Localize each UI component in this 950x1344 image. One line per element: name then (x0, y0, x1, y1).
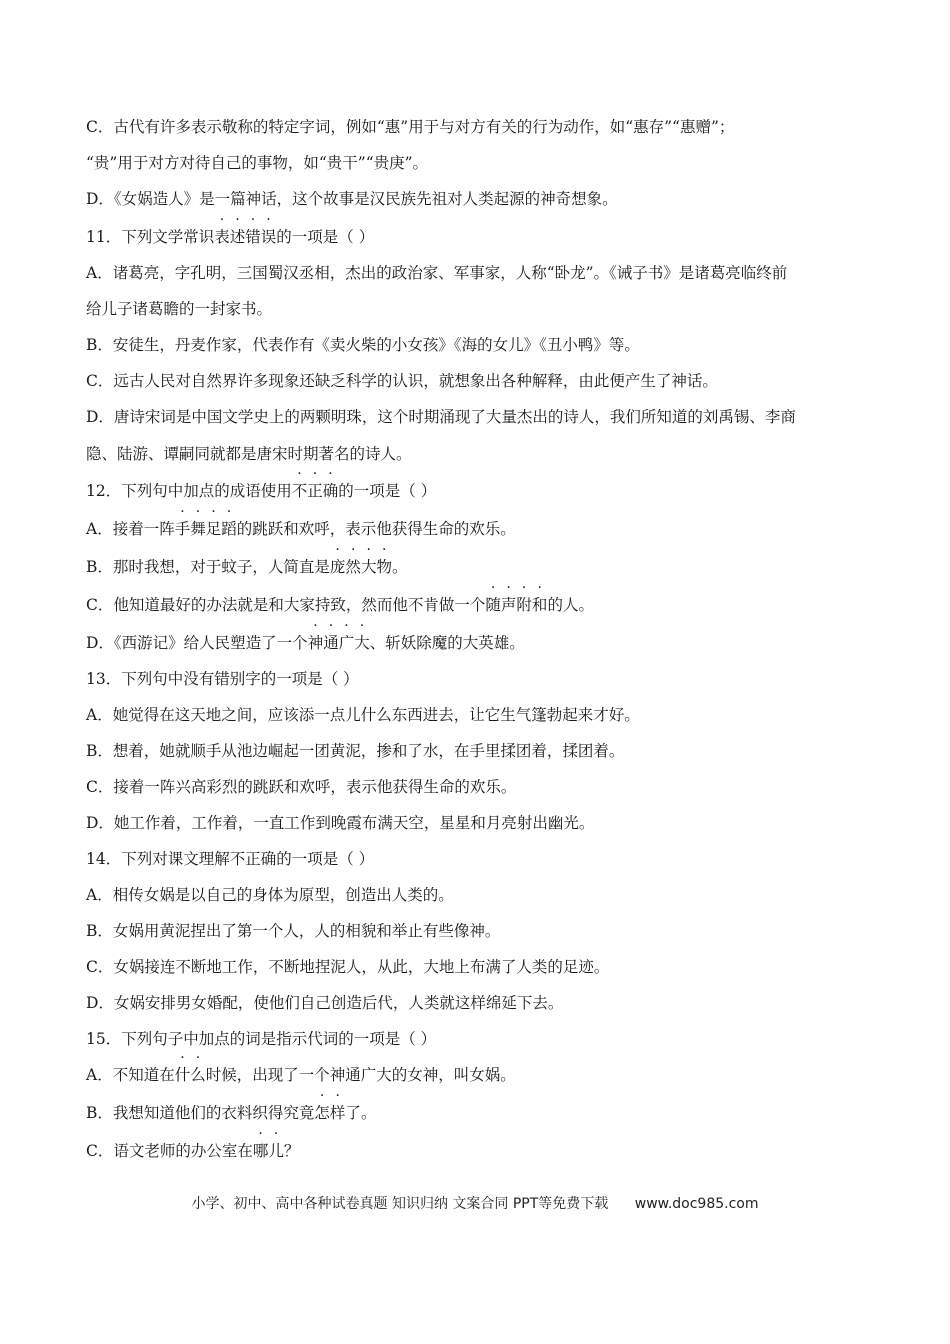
text-line (86, 298, 272, 320)
line-text: 13．下列句中没有错别字的一项是（ ） (86, 670, 359, 688)
text-line (86, 920, 500, 942)
line-text: 的跳跃和欢呼，表示他获得生命的欢乐。 (236, 520, 516, 538)
line-text: 了。 (345, 1104, 377, 1122)
text-line (86, 188, 618, 210)
text-line (86, 226, 374, 248)
page-footer (0, 1193, 950, 1213)
line-text: C．古代有许多表示敬称的特定字词，例如“惠”用于与对方有关的行为动作，如“惠存”“惠赠”； (86, 118, 735, 136)
line-text: 15．下列句子中加点的词是指示代词的一项是（ ） (86, 1030, 437, 1048)
emphasis-dotted-text: 不正确 (291, 482, 339, 500)
text-line (86, 594, 594, 616)
line-text: 。 (391, 558, 408, 576)
text-line (86, 556, 407, 578)
line-text: A．她觉得在这天地之间，应该添一点儿什么东西进去，让它生气篷勃起来才好。 (86, 706, 640, 724)
text-line (86, 480, 436, 502)
text-line (86, 704, 640, 726)
emphasis-dotted-text: 随声附和 (485, 596, 548, 614)
line-text: C．他知道最好的办法就是和大家持致，然而他不肯做一个 (86, 596, 486, 614)
line-text: 时候，出现了一个神通广大的女神，叫女娲。 (205, 1066, 516, 1084)
text-line (86, 776, 516, 798)
footer-url-link[interactable]: www.doc985.com (634, 1196, 759, 1212)
line-text: A．相传女娲是以自己的身体为原型，创造出人类的。 (86, 886, 454, 904)
line-text: B．安徒生，丹麦作家，代表作有《卖火柴的小女孩》《海的女儿》《丑小鸭》等。 (86, 336, 640, 354)
text-line (86, 370, 718, 392)
line-text: 12．下列句中加点的成语使用 (86, 482, 292, 500)
emphasis-dotted-text: 怎样 (314, 1104, 346, 1122)
line-text: A．不知道在 (86, 1066, 175, 1084)
text-line (86, 1102, 376, 1124)
text-line (86, 740, 624, 762)
text-line (86, 632, 525, 654)
text-line (86, 406, 796, 428)
line-text: 的人。 (547, 596, 594, 614)
text-line (86, 1064, 516, 1086)
line-text: 隐、陆游、谭嗣同就都是唐宋时期著名的诗人。 (86, 445, 412, 463)
line-text: 11．下列文学常识 (86, 228, 215, 246)
emphasis-dotted-text: 哪儿 (252, 1142, 284, 1160)
line-text: C．女娲接连不断地工作，不断地捏泥人，从此，大地上布满了人类的足迹。 (86, 958, 610, 976)
line-text: ？ (283, 1142, 300, 1160)
line-text: “贵”用于对方对待自己的事物，如“贵干”“贵庚”。 (86, 154, 429, 172)
footer-text: 小学、初中、高中各种试卷真题 知识归纳 文案合同 PPT等免费下载 (191, 1196, 609, 1212)
line-text: B．我想知道他们的衣料织得究竟 (86, 1104, 315, 1122)
line-text: 的一项是（ ） (276, 228, 375, 246)
text-line (86, 443, 412, 465)
line-text: C．语文老师的办公室在 (86, 1142, 253, 1160)
line-text: 的一项是（ ） (338, 482, 437, 500)
line-text: 给儿子诸葛瞻的一封家书。 (86, 300, 273, 318)
emphasis-dotted-text: 手舞足蹈 (174, 520, 237, 538)
line-text: B．女娲用黄泥捏出了第一个人，人的相貌和举止有些像神。 (86, 922, 501, 940)
text-line (86, 262, 787, 284)
line-text: A．诸葛亮，字孔明，三国蜀汉丞相，杰出的政治家、军事家，人称“卧龙”。《诫子书》是诸葛亮临终前 (86, 264, 788, 282)
emphasis-dotted-text: 表述错误 (214, 228, 277, 246)
line-text: B．想着，她就顺手从池边崛起一团黄泥，掺和了水，在手里揉团着，揉团着。 (86, 742, 625, 760)
line-text: C．远古人民对自然界许多现象还缺乏科学的认识，就想象出各种解释，由此便产生了神话。 (86, 372, 718, 390)
emphasis-dotted-text: 什么 (174, 1066, 206, 1084)
emphasis-dotted-text: 庞然大物 (329, 558, 392, 576)
text-line (86, 1028, 436, 1050)
line-text: D．《女娲造人》是一篇神话，这个故事是汉民族先祖对人类起源的神奇想象。 (86, 190, 618, 208)
line-text: B．那时我想，对于蚊子，人简直是 (86, 558, 330, 576)
line-text: A．接着一阵 (86, 520, 175, 538)
line-text: D．她工作着，工作着，一直工作到晚霞布满天空，星星和月亮射出幽光。 (86, 814, 595, 832)
line-text: 、斩妖除魔的大英雄。 (369, 634, 525, 652)
text-line (86, 334, 640, 356)
text-line (86, 116, 734, 138)
line-text: 14．下列对课文理解不正确的一项是（ ） (86, 850, 375, 868)
line-text: C．接着一阵兴高彩烈的跳跃和欢呼，表示他获得生命的欢乐。 (86, 778, 517, 796)
text-line (86, 812, 594, 834)
text-line (86, 668, 359, 690)
text-line (86, 884, 454, 906)
text-line (86, 518, 516, 540)
text-line (86, 1140, 299, 1162)
line-text: D．《西游记》给人民塑造了一个 (86, 634, 308, 652)
text-line (86, 992, 563, 1014)
emphasis-dotted-text: 神通广大 (307, 634, 370, 652)
text-line (86, 152, 428, 174)
text-line (86, 956, 609, 978)
line-text: D．女娲安排男女婚配，使他们自己创造后代，人类就这样绵延下去。 (86, 994, 564, 1012)
line-text: D．唐诗宋词是中国文学史上的两颗明珠，这个时期涌现了大量杰出的诗人，我们所知道的刘禹锡、李商 (86, 408, 796, 426)
text-line (86, 848, 374, 870)
